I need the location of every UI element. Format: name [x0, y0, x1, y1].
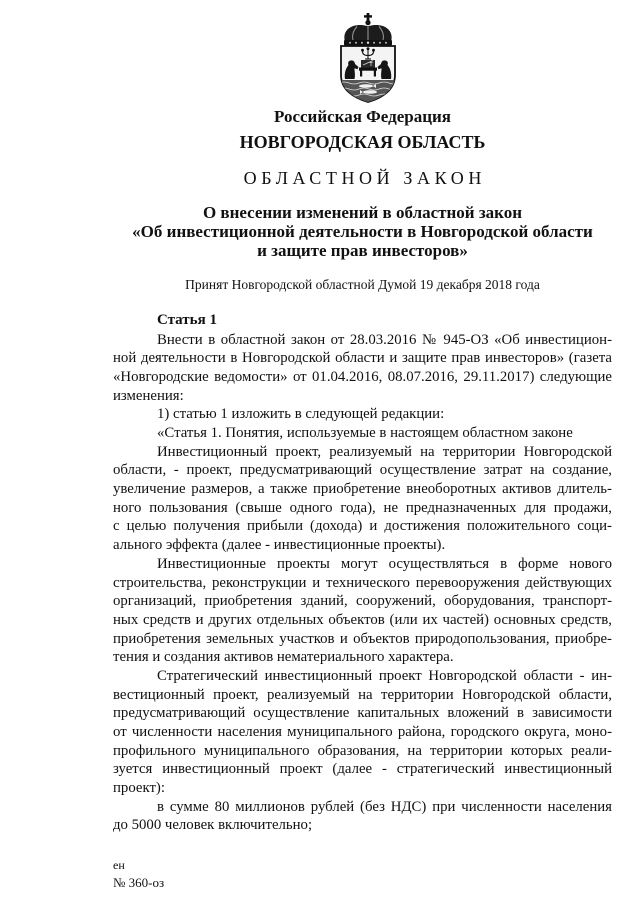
body-line: проект): [113, 780, 165, 797]
paragraph [113, 667, 612, 798]
paragraph [113, 424, 612, 443]
body-line: «Статья 1. Понятия, используемые в настоящем областном законе [157, 425, 573, 442]
body-line: зуется инвестиционный проект (далее - стратегический инвестиционный [113, 761, 612, 778]
coat-of-arms [324, 13, 412, 103]
law-number: № 360-оз [113, 875, 165, 890]
body-line: с целью получения прибыли (дохода) и достижения положительного соци- [113, 518, 612, 535]
body-line: в сумме 80 миллионов рублей (без НДС) при численности населения [157, 798, 612, 815]
paragraph [113, 331, 612, 406]
law-title-line: «Об инвестиционной деятельности в Новгородской области [132, 222, 593, 241]
body-line: 1) статью 1 изложить в следующей редакции: [157, 406, 445, 423]
body-line: области, - проект, предусматривающий осуществление затрат на создание, [113, 462, 612, 479]
body-line: Инвестиционный проект, реализуемый на территории Новгородской [157, 443, 612, 460]
body-line: профильного муниципального образования, на территории которых реали- [113, 742, 612, 759]
body-line: увеличение размеров, а также приобретение внеоборотных активов длитель- [113, 481, 612, 498]
paragraph [113, 443, 612, 555]
adoption-note: Принят Новгородской областной Думой 19 декабря 2018 года [185, 277, 540, 292]
body-text [113, 331, 612, 836]
body-line: приобретения земельных участков и объектов природопользования, приобре- [113, 630, 612, 647]
article-heading: Статья 1 [157, 312, 217, 328]
region-name: НОВГОРОДСКАЯ ОБЛАСТЬ [239, 132, 486, 152]
executor-initials: ен [113, 858, 125, 872]
body-line: тения и создания активов нематериального характера. [113, 649, 454, 666]
body-line: Инвестиционные проекты могут осуществляться в форме нового [157, 555, 612, 572]
law-title-line: О внесении изменений в областной закон [202, 203, 523, 222]
body-line: Стратегический инвестиционный проект Новгородской области - ин- [157, 667, 612, 684]
law-title-line: и защите прав инвесторов» [257, 241, 468, 260]
law-title [113, 203, 612, 260]
crown-icon [344, 13, 392, 46]
body-line: ной деятельности в Новгородской области и защите прав инвесторов» (газета [113, 350, 612, 367]
paragraph [113, 555, 612, 667]
paragraph [113, 405, 612, 424]
body-line: строительства, реконструкции и технического перевооружения действующих [113, 574, 612, 591]
body-line: ных средств и других отдельных объектов (или их частей) основных средств, [113, 611, 612, 628]
country-name: Российская Федерация [274, 107, 451, 126]
body-line: от численности населения муниципального района, городского округа, моно- [113, 724, 612, 741]
body-line: до 5000 человек включительно; [113, 817, 313, 834]
body-line: «Новгородские ведомости» от 01.04.2016, 08.07.2016, 29.11.2017) следующие [113, 368, 612, 385]
paragraph [113, 798, 612, 835]
document-type: ОБЛАСТНОЙ ЗАКОН [243, 168, 486, 188]
body-line: вестиционный проект, реализуемый на территории Новгородской области, [113, 686, 612, 703]
body-line: предусматривающий осуществление капитальных вложений в зависимости [113, 705, 612, 722]
body-line: организаций, приобретения зданий, сооружений, оборудования, транспорт- [113, 593, 612, 610]
body-line: ального эффекта (далее - инвестиционные проекты). [113, 537, 446, 554]
body-line: ного пользования (свыше одного года), не предназначенных для продажи, [113, 499, 612, 516]
body-line: изменения: [113, 387, 184, 404]
body-line: Внести в областной закон от 28.03.2016 № 945-ОЗ «Об инвестицион- [157, 331, 612, 348]
